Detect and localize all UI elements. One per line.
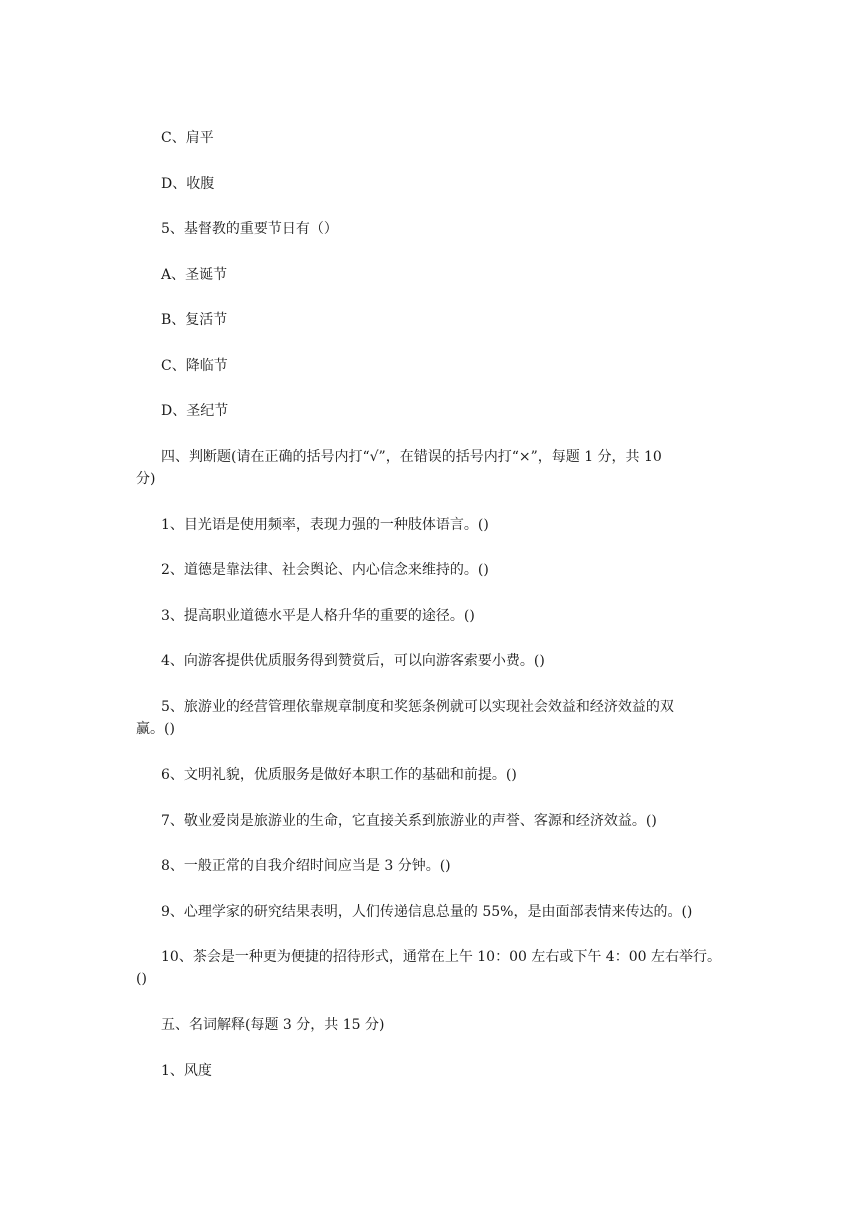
line-text-continued: 赢。() bbox=[136, 721, 175, 737]
line-text: 4、向游客提供优质服务得到赞赏后，可以向游客索要小费。() bbox=[161, 653, 545, 669]
line-text: C、降临节 bbox=[161, 358, 228, 374]
line-text: D、收腹 bbox=[161, 176, 215, 192]
line-text: A、圣诞节 bbox=[161, 267, 228, 283]
line-text: 5、基督教的重要节日有（） bbox=[161, 221, 338, 237]
line-text: C、肩平 bbox=[161, 130, 214, 146]
line-text: 8、一般正常的自我介绍时间应当是 3 分钟。() bbox=[161, 858, 451, 874]
line-text: 10、茶会是一种更为便捷的招待形式，通常在上午 10：00 左右或下午 4：00 左右举行。 bbox=[161, 949, 721, 965]
line-text: 1、风度 bbox=[161, 1063, 212, 1079]
line-text: 3、提高职业道德水平是人格升华的重要的途径。() bbox=[161, 608, 475, 624]
line-text-continued: 分) bbox=[136, 471, 156, 487]
line-text: B、复活节 bbox=[161, 312, 228, 328]
line-text: 9、心理学家的研究结果表明，人们传递信息总量的 55%，是由面部表情来传达的。() bbox=[161, 904, 693, 920]
line-text: 五、名词解释(每题 3 分，共 15 分) bbox=[161, 1017, 385, 1033]
line-text: 7、敬业爱岗是旅游业的生命，它直接关系到旅游业的声誉、客源和经济效益。() bbox=[161, 813, 657, 829]
line-text: 1、目光语是使用频率，表现力强的一种肢体语言。() bbox=[161, 517, 489, 533]
line-text: 2、道德是靠法律、社会舆论、内心信念来维持的。() bbox=[161, 562, 489, 578]
line-text: 6、文明礼貌，优质服务是做好本职工作的基础和前提。() bbox=[161, 767, 517, 783]
line-text-continued: () bbox=[136, 971, 147, 987]
line-text: D、圣纪节 bbox=[161, 403, 229, 419]
line-text: 5、旅游业的经营管理依靠规章制度和奖惩条例就可以实现社会效益和经济效益的双 bbox=[161, 699, 674, 715]
line-text: 四、判断题(请在正确的括号内打“√”，在错误的括号内打“×”，每题 1 分，共 10 bbox=[161, 449, 662, 465]
